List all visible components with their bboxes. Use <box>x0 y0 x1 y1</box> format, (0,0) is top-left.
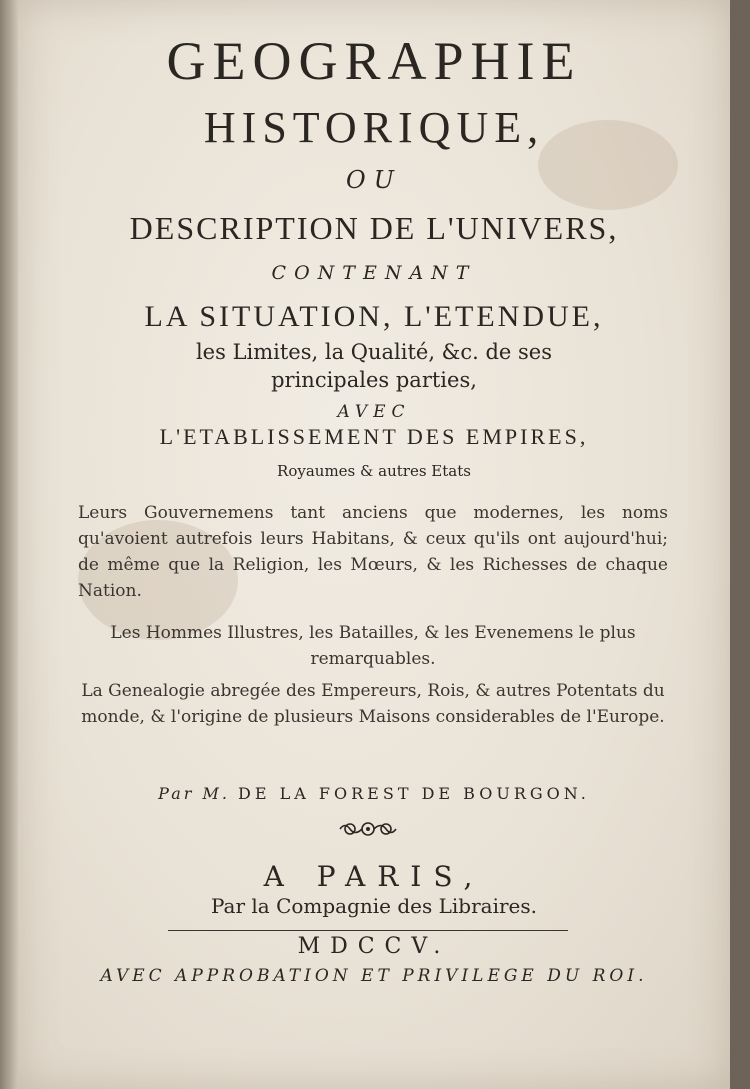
title-line-9: AVEC <box>337 402 411 422</box>
contents-paragraph-2: Les Hommes Illustres, les Batailles, & les Evenemens le plus remarquables. <box>110 623 636 669</box>
contents-paragraph-3: La Genealogie abregée des Empereurs, Rois, & autres Potentats du monde, & l'origine de plusieurs Maisons considerables de l'Europe. <box>81 681 665 727</box>
author-line <box>18 784 730 803</box>
title-line-1: GEOGRAPHIE <box>166 31 582 91</box>
page-edge <box>0 0 18 1089</box>
title-line-2: HISTORIQUE, <box>203 103 545 152</box>
divider-rule <box>168 930 568 931</box>
imprint-privilege: AVEC APPROBATION ET PRIVILEGE DU ROI. <box>100 966 648 986</box>
title-page <box>18 0 730 1089</box>
title-line-11: Royaumes & autres Etats <box>277 462 471 480</box>
title-line-7: les Limites, la Qualité, &c. de ses <box>195 340 553 364</box>
imprint-year: MDCCV. <box>297 934 451 959</box>
title-line-6: LA SITUATION, L'ETENDUE, <box>144 300 604 333</box>
imprint-publisher: Par la Compagnie des Libraires. <box>210 894 538 918</box>
title-line-5: CONTENANT <box>271 262 477 284</box>
author-prefix: Par M. <box>158 784 230 803</box>
author-name: DE LA FOREST DE BOURGON. <box>238 784 590 803</box>
title-line-3: OU <box>346 166 402 194</box>
title-line-10: L'ETABLISSEMENT DES EMPIRES, <box>159 424 589 449</box>
title-line-8: principales parties, <box>271 368 477 392</box>
title-line-4: DESCRIPTION DE L'UNIVERS, <box>129 210 619 246</box>
ornament-icon <box>338 818 398 840</box>
contents-paragraph-1: Leurs Gouvernemens tant anciens que modernes, les noms qu'avoient autrefois leurs Habitans, & ceux qu'ils ont aujourd'hui; de même que la Religion, les Mœurs, & les Richesses de chaque Nation. <box>78 503 668 601</box>
imprint-place: A PARIS, <box>263 860 485 893</box>
